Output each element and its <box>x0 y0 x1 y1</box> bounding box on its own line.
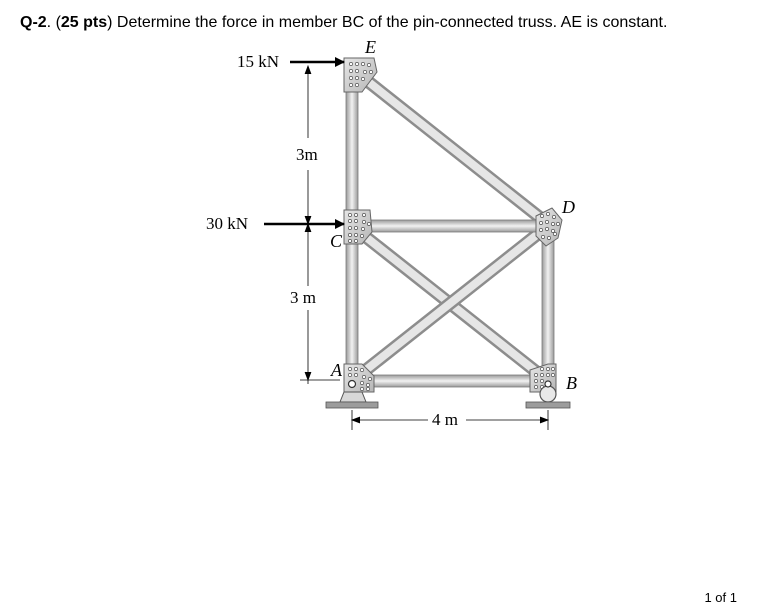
member-ED <box>356 72 548 224</box>
member-CD <box>352 220 548 232</box>
joint-plate-D <box>536 208 562 246</box>
dimension-label-lower: 3 m <box>290 288 316 307</box>
member-DB <box>542 226 554 384</box>
question-points: 25 pts <box>60 14 108 31</box>
joint-label-E: E <box>365 37 376 57</box>
load-label-15kn: 15 kN <box>237 52 280 71</box>
dimension-label-upper: 3m <box>296 145 318 164</box>
question-sep: . ( <box>46 14 61 31</box>
joint-label-D: D <box>562 197 575 217</box>
joint-label-B: B <box>566 373 577 393</box>
joint-label-A: A <box>331 360 342 380</box>
member-AB <box>352 375 548 387</box>
dimension-label-horizontal: 4 m <box>432 410 458 429</box>
load-label-30kn: 30 kN <box>206 214 249 233</box>
question-body: ) Determine the force in member BC of the pin-connected truss. AE is constant. <box>107 14 668 31</box>
page-number: 1 of 1 <box>704 590 737 605</box>
question-number: Q-2 <box>20 14 47 31</box>
joint-label-C: C <box>330 231 343 251</box>
